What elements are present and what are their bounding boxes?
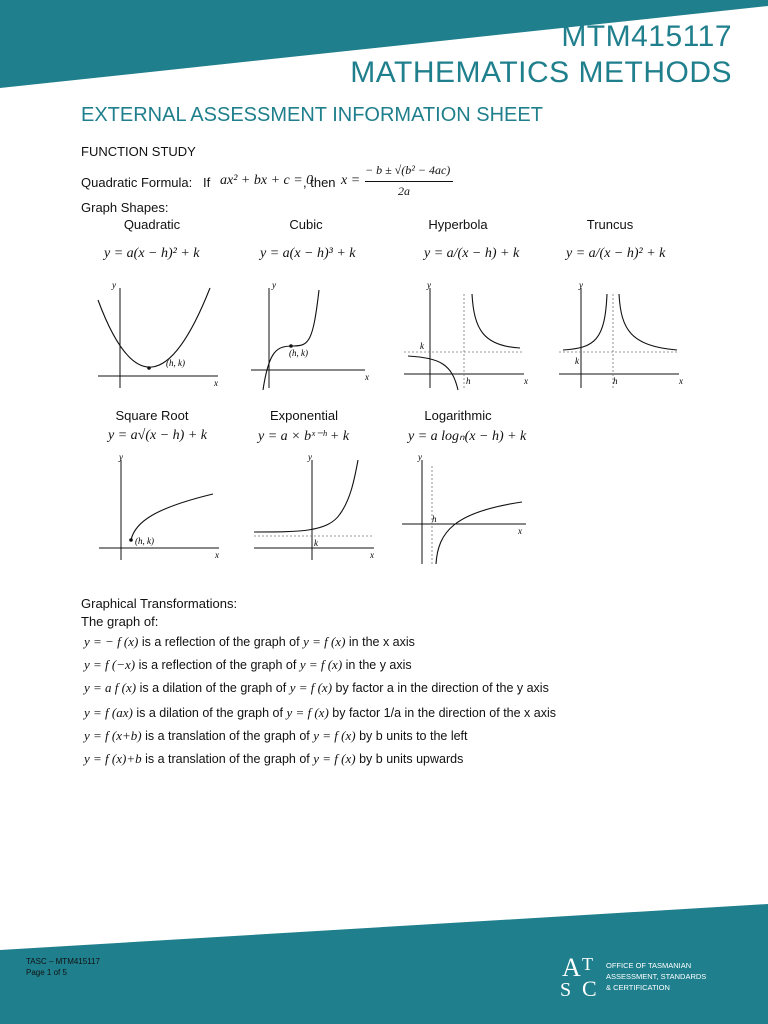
- transform-equation: y = f (x)+b: [84, 751, 142, 766]
- mark-h: h: [466, 376, 471, 386]
- axis-label-y: y: [119, 452, 123, 462]
- transform-text: is a translation of the graph of: [145, 752, 310, 766]
- axis-label-x: x: [524, 376, 528, 386]
- course-subject: MATHEMATICS METHODS: [350, 56, 732, 89]
- transform-equation: y = f (ax): [84, 705, 133, 720]
- mark-k: k: [314, 538, 318, 548]
- graph-label-exponential: Exponential: [270, 408, 338, 423]
- equation-hyperbola: y = a/(x − h) + k: [424, 246, 520, 261]
- footer-page-number: Page 1 of 5: [26, 968, 67, 977]
- svg-text:A: A: [562, 953, 581, 982]
- section-heading-function-study: FUNCTION STUDY: [81, 144, 196, 159]
- transformation-row: [84, 705, 556, 721]
- transform-text: is a reflection of the graph of: [141, 635, 300, 649]
- equation-exponential: y = a × bˣ⁻ʰ + k: [258, 429, 350, 444]
- transform-tail: by factor a in the direction of the y axis: [335, 681, 549, 695]
- graph-label-cubic: Cubic: [289, 217, 323, 232]
- axis-label-y: y: [112, 280, 116, 290]
- point-label-hk: (h, k): [135, 536, 154, 546]
- graph-truncus: [555, 280, 685, 390]
- axis-label-x: x: [518, 526, 522, 536]
- transformation-row: [84, 680, 549, 696]
- svg-text:S: S: [560, 979, 572, 1000]
- page-title: EXTERNAL ASSESSMENT INFORMATION SHEET: [81, 104, 543, 126]
- mark-k: k: [575, 356, 579, 366]
- graph-hyperbola: [400, 280, 530, 390]
- axis-label-y: y: [579, 280, 583, 290]
- transform-tail: by b units to the left: [359, 729, 468, 743]
- then-word: , then: [303, 175, 336, 190]
- org-name-line3: & CERTIFICATION: [606, 983, 670, 992]
- equation-truncus: y = a/(x − h)² + k: [566, 246, 666, 261]
- transform-base-equation: y = f (x): [313, 728, 356, 743]
- graph-label-truncus: Truncus: [586, 217, 634, 232]
- transformation-row: [84, 728, 468, 744]
- transform-tail: in the x axis: [348, 635, 415, 649]
- graph-label-square-root: Square Root: [115, 408, 189, 423]
- transform-tail: by b units upwards: [359, 752, 464, 766]
- graph-square-root: [95, 452, 225, 562]
- svg-text:T: T: [582, 954, 593, 974]
- equation-logarithmic: y = a logₙ(x − h) + k: [408, 429, 527, 444]
- graph-quadratic: [92, 280, 227, 390]
- axis-label-y: y: [308, 452, 312, 462]
- transform-equation: y = f (x+b): [84, 728, 142, 743]
- axis-label-x: x: [214, 378, 218, 388]
- if-word: If: [203, 175, 211, 190]
- transform-base-equation: y = f (x): [299, 657, 343, 672]
- axis-label-x: x: [370, 550, 374, 560]
- transform-tail: in the y axis: [345, 658, 412, 672]
- transform-text: is a translation of the graph of: [145, 729, 310, 743]
- quadratic-formula-label: Quadratic Formula:: [81, 175, 193, 190]
- axis-label-y: y: [427, 280, 431, 290]
- axis-label-x: x: [215, 550, 219, 560]
- equation-square-root: y = a√(x − h) + k: [108, 428, 207, 443]
- axis-label-y: y: [272, 280, 276, 290]
- point-label-hk: (h, k): [289, 348, 308, 358]
- transform-text: is a reflection of the graph of: [138, 658, 297, 672]
- formula-lhs: x =: [341, 173, 361, 188]
- equation-quadratic: y = a(x − h)² + k: [104, 246, 200, 261]
- section-heading-graph-shapes: Graph Shapes:: [81, 200, 169, 215]
- transform-equation: y = a f (x): [84, 680, 137, 695]
- axis-label-x: x: [365, 372, 369, 382]
- transform-base-equation: y = f (x): [286, 705, 329, 720]
- section-heading-transformations: Graphical Transformations:: [81, 596, 238, 611]
- org-name-line2: ASSESSMENT, STANDARDS: [606, 972, 707, 981]
- transform-base-equation: y = f (x): [313, 751, 356, 766]
- graph-label-hyperbola: Hyperbola: [428, 217, 488, 232]
- graph-exponential: [250, 452, 380, 562]
- mark-h: h: [613, 376, 618, 386]
- axis-label-y: y: [418, 452, 422, 462]
- graph-label-logarithmic: Logarithmic: [424, 408, 492, 423]
- transformation-row: [84, 634, 415, 650]
- footer-doc-code: TASC – MTM415117: [26, 957, 100, 966]
- point-label-hk: (h, k): [166, 358, 185, 368]
- mark-k: k: [420, 341, 424, 351]
- transform-tail: by factor 1/a in the direction of the x axis: [332, 706, 556, 720]
- formula-numerator: − b ± √(b² − 4ac): [365, 163, 451, 177]
- transformation-row: [84, 751, 463, 767]
- course-code: MTM415117: [561, 20, 732, 53]
- equation-cubic: y = a(x − h)³ + k: [260, 246, 356, 261]
- axis-label-x: x: [679, 376, 683, 386]
- formula-denominator: 2a: [398, 184, 410, 198]
- transform-equation: y = f (−x): [84, 657, 136, 672]
- transformation-row: [84, 657, 412, 673]
- transformations-intro: The graph of:: [81, 614, 159, 629]
- graph-cubic: [247, 280, 372, 390]
- mark-h: h: [432, 514, 437, 524]
- transform-equation: y = − f (x): [84, 634, 139, 649]
- transform-base-equation: y = f (x): [289, 680, 333, 695]
- fraction-bar: [365, 181, 453, 182]
- graph-label-quadratic: Quadratic: [123, 217, 181, 232]
- transform-text: is a dilation of the graph of: [136, 706, 283, 720]
- org-name-line1: OFFICE OF TASMANIAN: [606, 961, 692, 970]
- org-name: [606, 960, 706, 993]
- transform-text: is a dilation of the graph of: [139, 681, 287, 695]
- svg-text:C: C: [582, 976, 597, 1000]
- transform-base-equation: y = f (x): [303, 634, 346, 649]
- quadratic-condition: ax² + bx + c = 0: [220, 173, 314, 188]
- tasc-logo: [556, 950, 606, 1000]
- graph-logarithmic: [398, 452, 533, 567]
